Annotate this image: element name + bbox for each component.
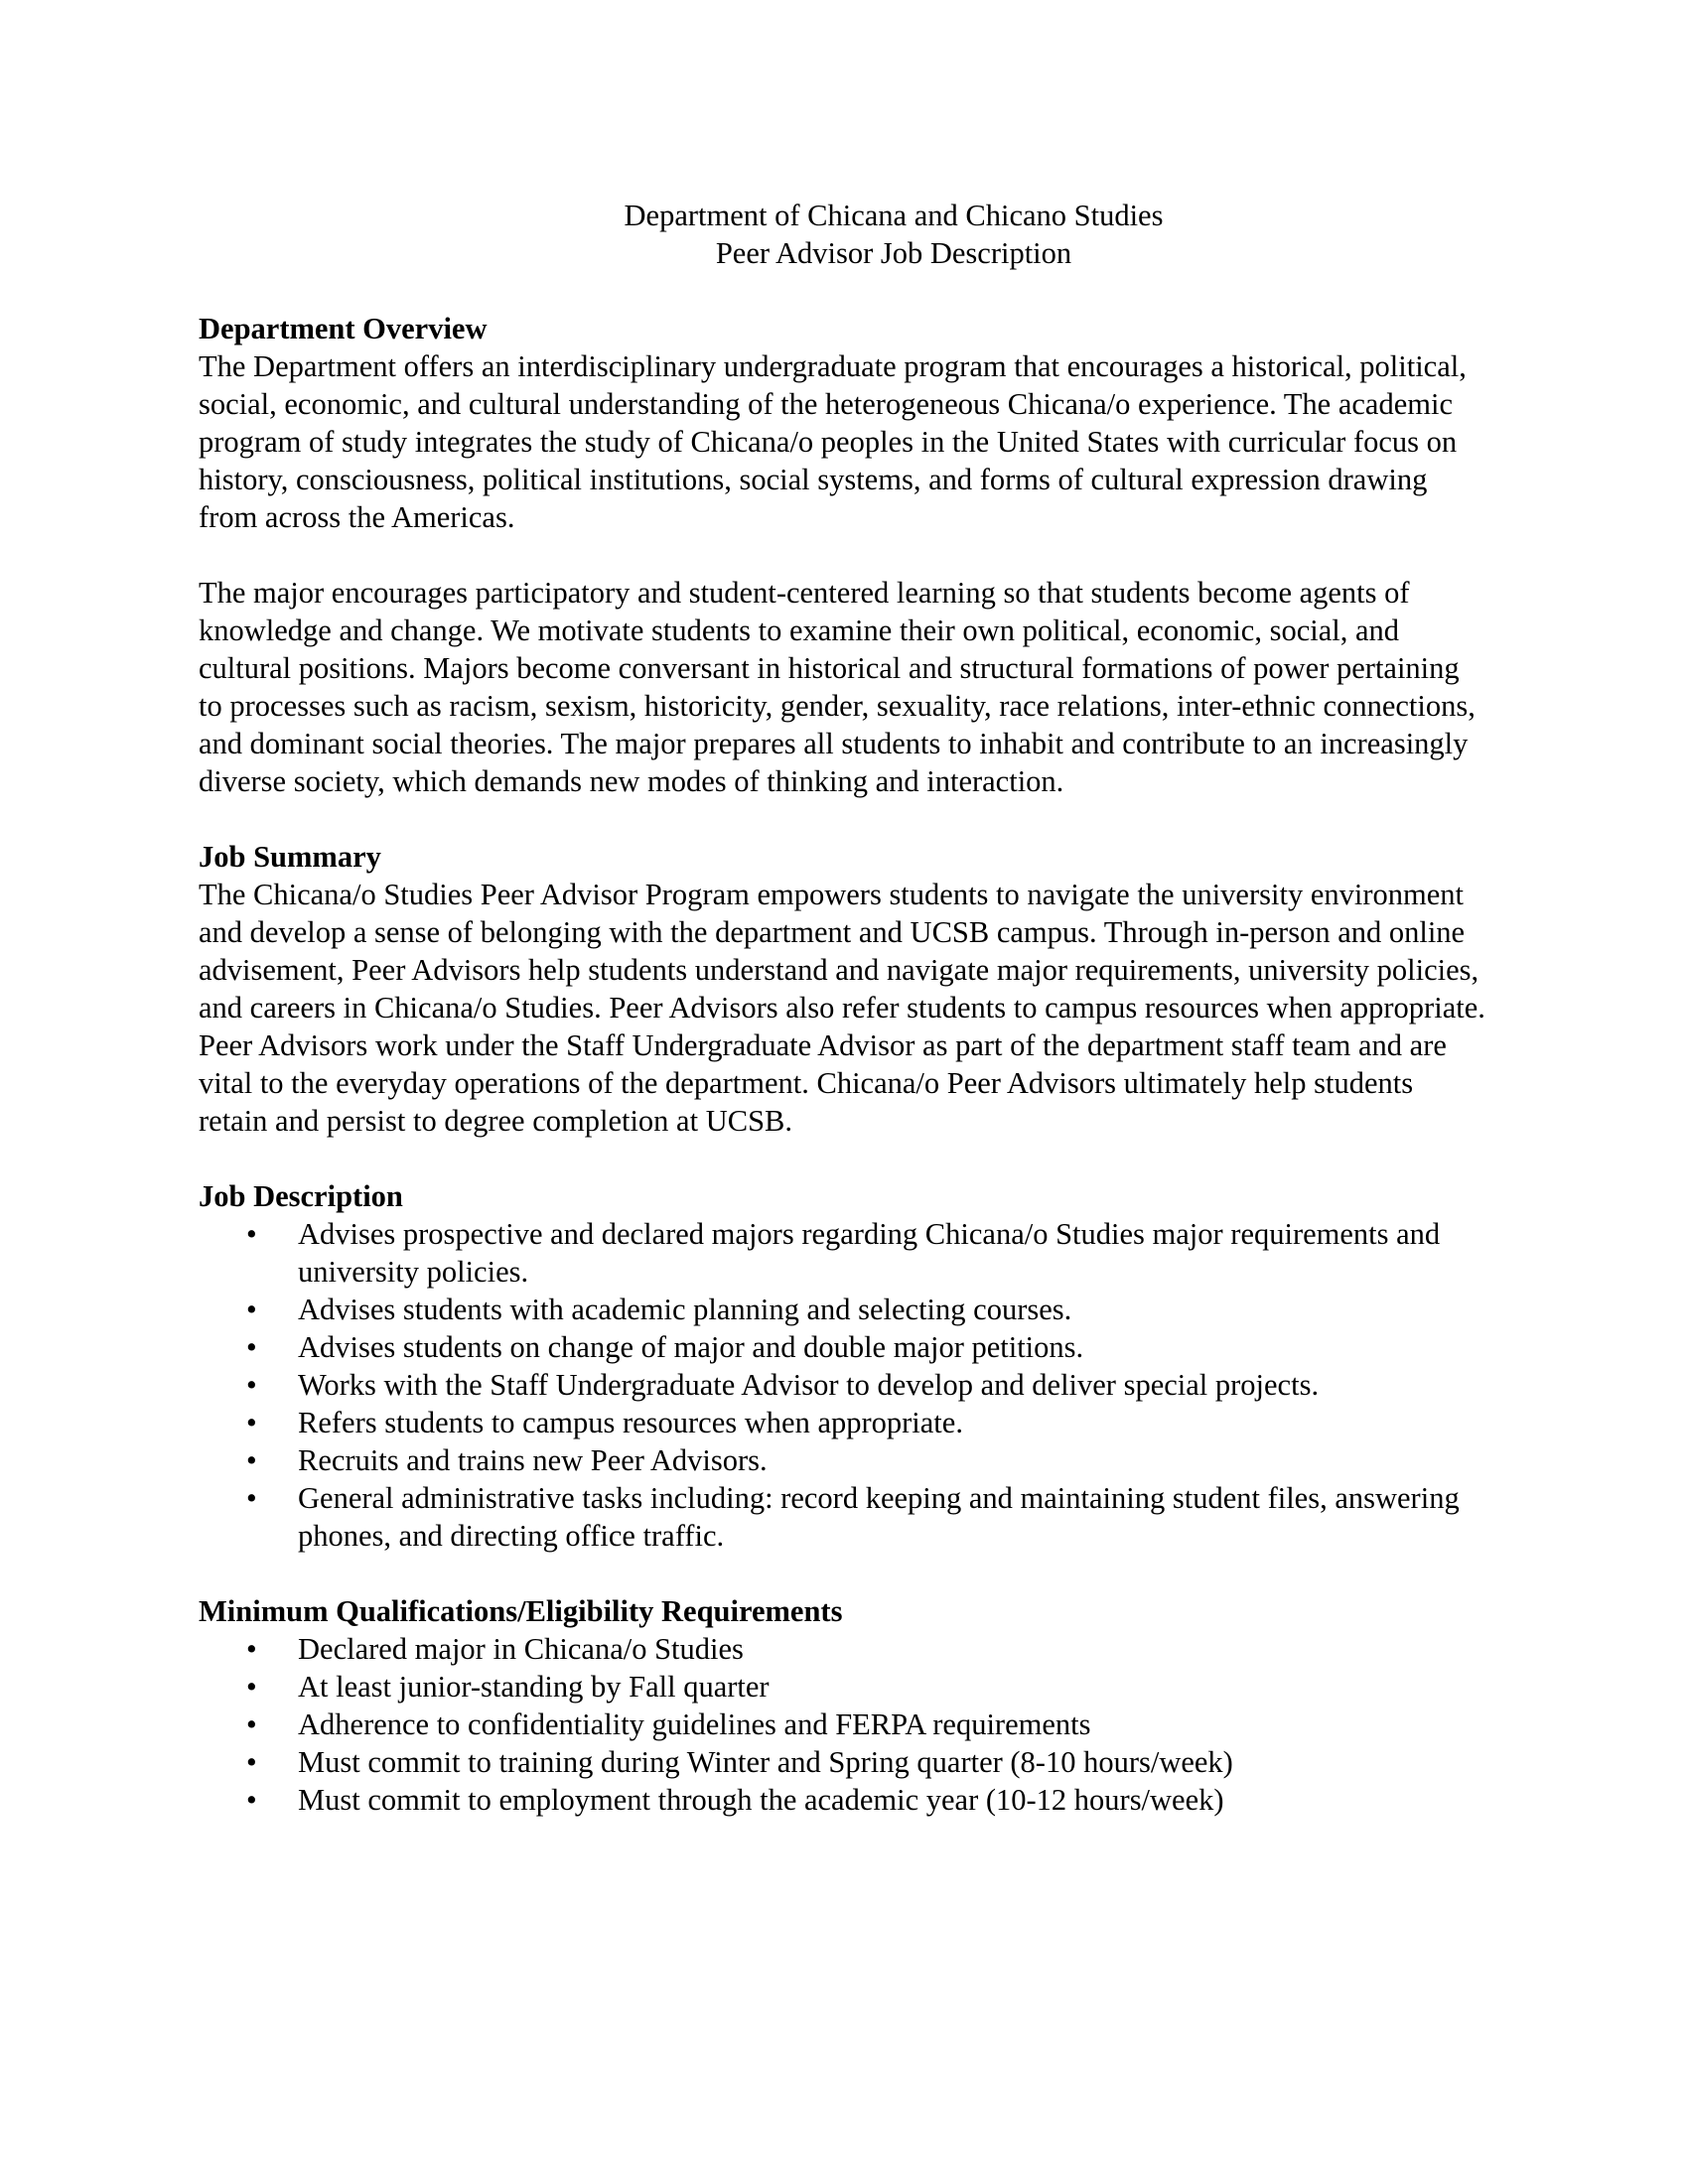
bullet-icon: • [246,1783,257,1817]
document-title [0,197,1688,272]
section-department-overview [199,310,1489,800]
list-item: • Refers students to campus resources when appropriate. [246,1406,963,1439]
list-item: • Adherence to confidentiality guidelines and FERPA requirements [246,1707,1091,1741]
bullet-icon: • [246,1481,257,1515]
bullet-icon: • [246,1368,257,1402]
heading-qualifications: Minimum Qualifications/Eligibility Requirements [199,1594,843,1628]
list-item: • General administrative tasks including: record keeping and maintaining student files, answering phones, and directing office traffic. [246,1481,1460,1553]
title-line-department: Department of Chicana and Chicano Studies [624,199,1164,232]
list-item: • At least junior-standing by Fall quarter [246,1670,770,1704]
bullet-icon: • [246,1293,257,1326]
section-job-summary [199,838,1489,1140]
summary-paragraph: The Chicana/o Studies Peer Advisor Program empowers students to navigate the university environment and develop a sense of belonging with the department and UCSB campus. Through in-person and online advisement, Peer Advisors help students understand and navigate major requirements, university policies, and careers in Chicana/o Studies. Peer Advisors also refer students to campus resources when appropriate. Peer Advisors work under the Staff Undergraduate Advisor as part of the department staff team and are vital to the everyday operations of the department. Chicana/o Peer Advisors ultimately help students retain and persist to degree completion at UCSB. [199,878,1485,1138]
section-qualifications [199,1592,1489,1819]
title-line-position: Peer Advisor Job Description [715,236,1072,270]
list-item: • Advises prospective and declared majors regarding Chicana/o Studies major requirements and university policies. [246,1217,1441,1289]
list-item: • Advises students with academic planning and selecting courses. [246,1293,1072,1326]
bullet-icon: • [246,1330,257,1364]
bullet-icon: • [246,1406,257,1439]
bullet-icon: • [246,1707,257,1741]
section-job-description [199,1177,1489,1555]
bullet-icon: • [246,1670,257,1704]
document-page [199,197,1489,1819]
bullet-icon: • [246,1745,257,1779]
heading-job-description: Job Description [199,1179,403,1213]
qualifications-list [199,1630,1489,1819]
overview-paragraph-1: The Department offers an interdisciplinary undergraduate program that encourages a historical, political, social, economic, and cultural understanding of the heterogeneous Chicana/o experience. The academic program of study integrates the study of Chicana/o peoples in the United States with curricular focus on history, consciousness, political institutions, social systems, and forms of cultural expression drawing from across the Americas. [199,349,1467,534]
list-item: • Must commit to training during Winter and Spring quarter (8-10 hours/week) [246,1745,1233,1779]
bullet-icon: • [246,1443,257,1477]
list-item: • Declared major in Chicana/o Studies [246,1632,744,1666]
job-description-list [199,1215,1489,1555]
heading-department-overview: Department Overview [199,312,488,345]
list-item: • Advises students on change of major and double major petitions. [246,1330,1084,1364]
list-item: • Must commit to employment through the academic year (10-12 hours/week) [246,1783,1224,1817]
list-item: • Works with the Staff Undergraduate Advisor to develop and deliver special projects. [246,1368,1320,1402]
list-item: • Recruits and trains new Peer Advisors. [246,1443,768,1477]
overview-paragraph-2: The major encourages participatory and student-centered learning so that students become agents of knowledge and change. We motivate students to examine their own political, economic, social, and cultural positions. Majors become conversant in historical and structural formations of power pertaining to processes such as racism, sexism, historicity, gender, sexuality, race relations, inter-ethnic connections, and dominant social theories. The major prepares all students to inhabit and contribute to an increasingly diverse society, which demands new modes of thinking and interaction. [199,576,1476,798]
bullet-icon: • [246,1632,257,1666]
heading-job-summary: Job Summary [199,840,381,874]
bullet-icon: • [246,1217,257,1251]
